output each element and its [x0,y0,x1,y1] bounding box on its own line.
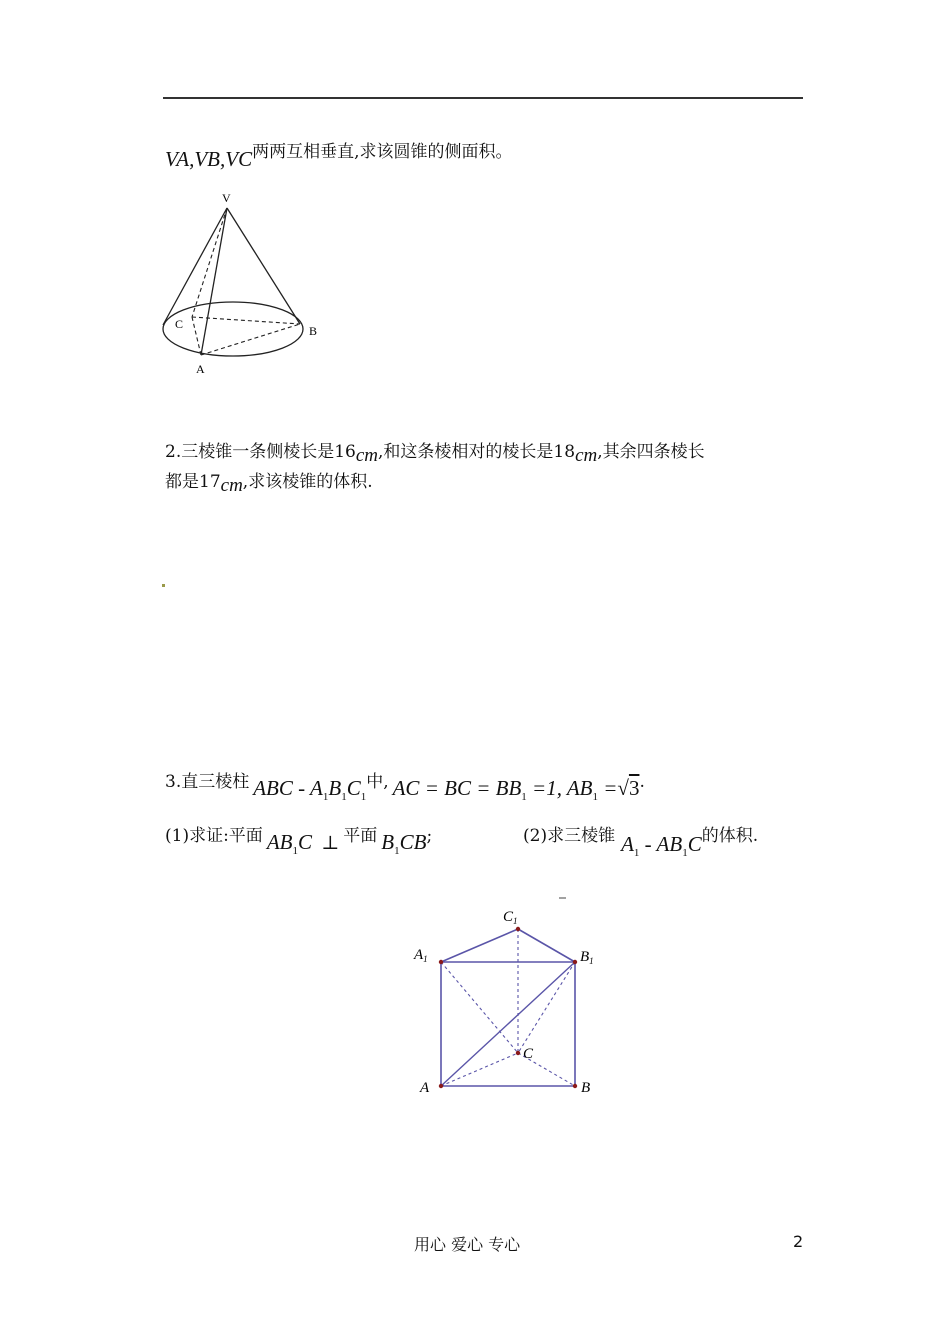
q3-line1 [165,768,645,801]
q2-line2 [165,470,373,494]
q3-cond-b: =1, AB [526,776,593,800]
q3-conditions: AC = BC = $BB_1 =1$, $AB_1 =√3$ [392,776,640,803]
q2-text-c: ,其余四条棱长 [597,442,705,462]
q3-prism-name: ABC - $A_1B_1C_1$ [253,776,367,803]
q3-cond-a: AC = BC = BB [392,776,522,800]
point-A [439,1084,443,1088]
q3-part1-label: (1)求证:平面 [165,826,263,846]
edge-A1-C1 [441,929,518,962]
q3-plane-word: 平面 [343,826,378,846]
q1-text: 两两互相垂直,求该圆锥的侧面积。 [252,142,513,162]
label-B1 [580,949,594,966]
q2-unit-1: cm [355,445,379,466]
q2-text-d: 都是17 [165,472,221,492]
q3-semicolon: ; [426,826,433,846]
q3-prism-figure [400,888,620,1108]
label-C: C [175,317,184,331]
edge-C1-B1 [518,929,575,962]
label-A: A [420,1080,430,1096]
cone-base-ellipse [163,302,303,356]
edge-AB [201,324,300,355]
q3-sqrt-value: 3 [628,776,640,800]
label-A1-sub: 1 [423,954,428,964]
q2-unit-2: cm [575,445,598,466]
q3-end: . [639,772,645,792]
q3-perp-symbol: ⊥ [321,832,340,854]
label-B1-letter: B [580,949,590,965]
edge-VA [201,208,227,355]
label-C1-letter: C [503,909,514,925]
q3-prefix: 3.直三棱柱 [165,772,250,792]
footer-motto: 用心 爱心 专心 [414,1235,521,1254]
q1-cone-figure [155,185,345,380]
label-V: V [222,191,231,205]
q3-plane-AB1C: $AB_1C$ [266,830,312,857]
label-A: A [196,362,205,376]
point-B [573,1084,577,1088]
q3-plane-B1CB: $B_1CB$ [381,830,427,857]
label-C1 [503,909,518,926]
edge-A-C [441,1053,518,1086]
point-C [516,1051,520,1055]
q3-part2-label: (2)求三棱锥 [523,826,616,846]
q2-unit-3: cm [220,475,243,496]
edge-A-B1 [441,962,575,1086]
q3-tetra-name: $A_1 - AB_1C$ [621,832,702,859]
label-B: B [581,1080,591,1096]
edge-CB [192,317,300,324]
header-rule [163,97,803,99]
point-C1 [516,927,520,931]
q1-vars: VA,VB,VC [165,147,253,171]
label-B1-sub: 1 [589,956,594,966]
q3-cond-c: = [597,776,618,800]
q3-part2-end: 的体积. [701,826,759,846]
label-B: B [309,324,318,338]
point-A1 [439,960,443,964]
q2-text-b: ,和这条棱相对的棱长是18 [378,442,576,462]
q3-part2 [523,822,759,859]
page-number: 2 [793,1232,804,1251]
label-A1-letter: A [414,947,424,963]
stray-mark [162,584,165,587]
q3-part1 [165,822,432,855]
q2-line1 [165,440,705,464]
q3-mid: 中, [366,772,389,792]
cone-side-right [227,208,300,324]
edge-A1-C [441,962,518,1053]
q2-text-a: 2.三棱锥一条侧棱长是16 [165,442,356,462]
label-C1-sub: 1 [513,916,518,926]
cone-side-left [163,208,227,325]
point-B1 [573,960,577,964]
q2-text-e: ,求该棱锥的体积. [242,472,373,492]
q1-line [165,138,513,171]
label-C: C [523,1046,534,1062]
label-A1 [413,947,428,964]
edge-CA [192,317,201,355]
